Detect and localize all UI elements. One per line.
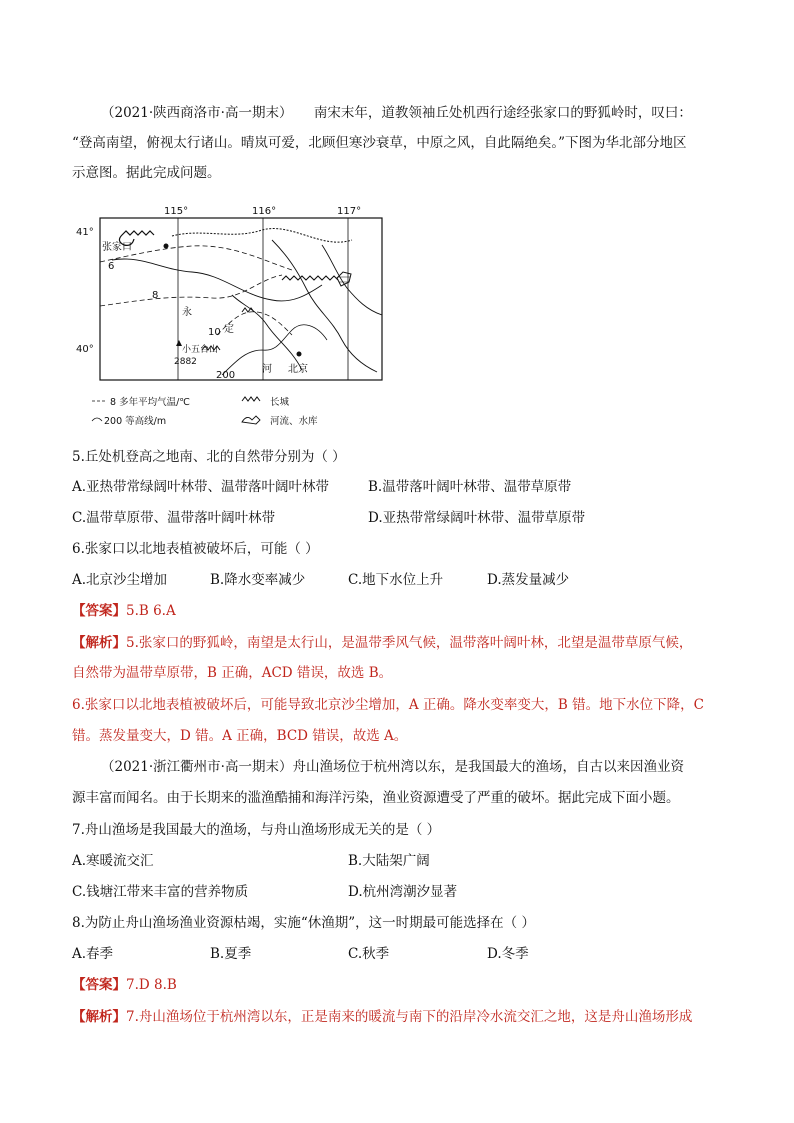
answer1-text: 5.B 6.A [126, 603, 176, 619]
analysis2-text1: 7.舟山渔场位于杭州湾以东，正是南来的暖流与南下的沿岸冷水流交汇之地，这是舟山渔场形成 [126, 1009, 693, 1025]
legend-greatwall-symbol [242, 397, 260, 401]
q8-option-d: D.冬季 [487, 946, 529, 962]
analysis2-line1 [72, 1008, 692, 1026]
q8-option-c: C.秋季 [348, 946, 390, 962]
answer1 [72, 602, 176, 620]
intro1-source: （2021·陕西商洛市·高一期末） [101, 105, 293, 121]
q6-option-a: A.北京沙尘增加 [72, 572, 168, 588]
legend-greatwall: 长城 [270, 397, 290, 408]
lon-label-117: 117° [337, 206, 362, 217]
isotherm-label-6: 6 [108, 261, 115, 272]
analysis2-tag: 【解析】 [72, 1009, 126, 1025]
place-yong: 永 [182, 307, 192, 318]
analysis1-text1: 5.张家口的野狐岭，南望是太行山，是温带季风气候，温带落叶阔叶林，北望是温带草原气候， [126, 635, 693, 651]
isotherm-label-10: 10 [208, 327, 221, 338]
intro1-text: 南宋末年，道教领袖丘处机西行途经张家口的野狐岭时，叹曰： [313, 105, 692, 121]
q6-stem: 6.张家口以北地表植被破坏后，可能（ ） [72, 541, 319, 557]
zhangjiakou-dot [164, 244, 169, 249]
isotherm-8 [100, 275, 282, 306]
answer2 [72, 976, 177, 994]
analysis1-line4: 错。蒸发量变大，D 错。A 正确，BCD 错误，故选 A。 [72, 728, 408, 744]
place-ding: 定 [224, 324, 234, 335]
place-xiaowutaishan: 小五台山 [182, 345, 219, 355]
river-4 [322, 245, 382, 315]
place-elevation: 2882 [174, 357, 197, 367]
q5-option-d: D.亚热带常绿阔叶林带、温带草原带 [368, 510, 586, 526]
q7-option-b: B.大陆架广阔 [348, 853, 430, 869]
intro2-line1: （2021·浙江衢州市·高一期末）舟山渔场位于杭州湾以东，是我国最大的渔场，自古以来因渔业资 [101, 759, 684, 775]
north-china-map [76, 200, 392, 430]
q7-option-a: A.寒暖流交汇 [72, 853, 154, 869]
answer2-tag: 【答案】 [72, 977, 126, 993]
place-beijing: 北京 [288, 364, 308, 375]
intro1-line1 [101, 104, 692, 122]
answer2-text: 7.D 8.B [126, 977, 177, 993]
answer1-tag: 【答案】 [72, 603, 126, 619]
contour-label-200: 200 [216, 370, 236, 381]
contour-200 [222, 325, 327, 375]
q6-option-c: C.地下水位上升 [348, 572, 444, 588]
legend-river-symbol [242, 416, 260, 424]
place-zhangjiakou: 张家口 [102, 242, 132, 253]
place-he: 河 [262, 364, 272, 375]
legend-isotherm: 8 多年平均气温/℃ [110, 397, 190, 408]
q8-stem: 8.为防止舟山渔场渔业资源枯竭，实施“休渔期”，这一时期最可能选择在（ ） [72, 915, 535, 931]
q5-option-a: A.亚热带常绿阔叶林带、温带落叶阔叶林带 [72, 479, 330, 495]
q6-option-d: D.蒸发量减少 [487, 572, 570, 588]
lat-label-40: 40° [76, 344, 94, 355]
q7-option-c: C.钱塘江带来丰富的营养物质 [72, 884, 249, 900]
lon-label-115: 115° [164, 206, 189, 217]
beijing-dot [297, 352, 302, 357]
q8-option-a: A.春季 [72, 946, 114, 962]
lon-label-116: 116° [252, 206, 277, 217]
great-wall-east [282, 276, 338, 280]
great-wall-main [172, 229, 352, 243]
legend-contour-symbol [92, 418, 102, 421]
q5-option-b: B.温带落叶阔叶林带、温带草原带 [368, 479, 572, 495]
intro1-line2: “登高南望，俯视太行诸山。晴岚可爱，北顾但寒沙衰草，中原之风，自此隔绝矣。”下图为华北部分地区 [72, 135, 687, 151]
analysis1-line1 [72, 634, 692, 652]
map-frame [100, 218, 382, 380]
intro1-line3: 示意图。据此完成问题。 [72, 165, 221, 181]
q7-stem: 7.舟山渔场是我国最大的渔场，与舟山渔场形成无关的是（ ） [72, 822, 441, 838]
river-3 [272, 240, 377, 372]
intro2-line2: 源丰富而闻名。由于长期来的滥渔酷捕和海洋污染，渔业资源遭受了严重的破坏。据此完成下面小题。 [72, 790, 680, 806]
isotherm-label-8: 8 [152, 290, 159, 301]
q6-option-b: B.降水变率减少 [210, 572, 306, 588]
river-2 [232, 295, 302, 370]
q7-option-d: D.杭州湾潮汐显著 [348, 884, 458, 900]
q5-stem: 5.丘处机登高之地南、北的自然带分别为（ ） [72, 449, 346, 465]
analysis1-line2: 自然带为温带草原带，B 正确，ACD 错误，故选 B。 [72, 665, 393, 681]
q5-option-c: C.温带草原带、温带落叶阔叶林带 [72, 510, 276, 526]
legend-river: 河流、水库 [270, 416, 318, 427]
analysis1-line3: 6.张家口以北地表植被破坏后，可能导致北京沙尘增加，A 正确。降水变率变大，B 错。地下水位下降，C [72, 697, 704, 713]
analysis1-tag: 【解析】 [72, 635, 126, 651]
legend-contour: 200 等高线/m [104, 416, 167, 427]
lat-label-41: 41° [76, 227, 94, 238]
q8-option-b: B.夏季 [210, 946, 252, 962]
